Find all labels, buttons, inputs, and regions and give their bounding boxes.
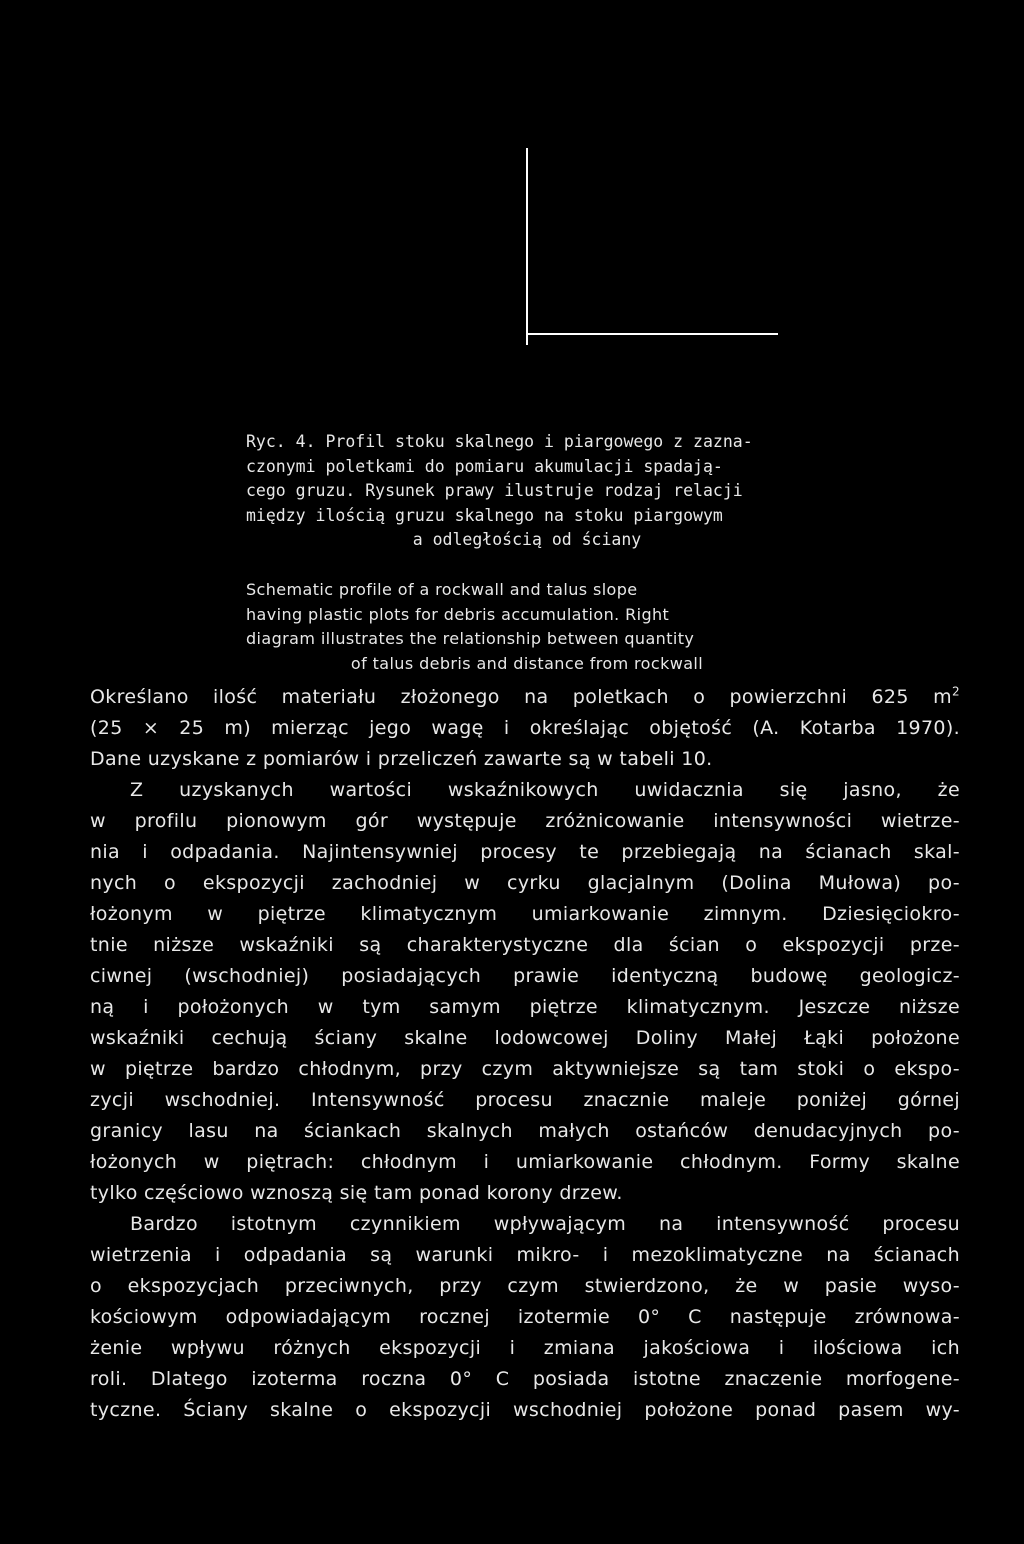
body-line: nia i odpadania. Najintensywniej procesy te przebiegają na ścianach skal- [90, 841, 960, 863]
body-line: ną i położonych w tym samym piętrze klimatycznym. Jeszcze niższe [90, 996, 960, 1018]
body-text [90, 682, 960, 1426]
caption-line: diagram illustrates the relationship between quantity [246, 629, 695, 648]
caption-line: having plastic plots for debris accumulation. Right [246, 604, 670, 624]
body-line: wskaźniki cechują ściany skalne lodowcowej Doliny Małej Łąki położone [90, 1027, 960, 1049]
body-line: Dane uzyskane z pomiarów i przeliczeń zawarte są w tabeli 10. [90, 748, 713, 770]
body-line: żenie wpływu różnych ekspozycji i zmiana jakościowa i ilościowa ich [90, 1337, 960, 1359]
caption-line: Schematic profile of a rockwall and talus slope [246, 580, 638, 599]
body-line: Bardzo istotnym czynnikiem wpływającym na intensywność procesu [130, 1213, 960, 1235]
body-line: (25 × 25 m) mierząc jego wagę i określając objętość (A. Kotarba 1970). [90, 717, 960, 739]
figure-caption-polish [246, 430, 808, 553]
body-line: w profilu pionowym gór występuje zróżnicowanie intensywności wietrze- [90, 810, 960, 832]
body-line: kościowym odpowiadającym rocznej izotermie 0° C następuje zrównowa- [90, 1306, 960, 1328]
superscript: 2 [952, 684, 960, 699]
figure-diagram [0, 0, 1024, 360]
caption-line: Ryc. 4. Profil stoku skalnego i piargowego z zazna- [246, 432, 753, 451]
body-line: Z uzyskanych wartości wskaźnikowych uwidacznia się jasno, że [130, 779, 960, 801]
caption-line: a odległością od ściany [412, 530, 642, 549]
body-line: tnie niższe wskaźniki są charakterystyczne dla ścian o ekspozycji prze- [90, 934, 960, 956]
body-line: ciwnej (wschodniej) posiadających prawie identyczną budowę geologicz- [90, 965, 960, 987]
body-line: wietrzenia i odpadania są warunki mikro- i mezoklimatyczne na ścianach [90, 1244, 960, 1266]
body-line: w piętrze bardzo chłodnym, przy czym aktywniejsze są tam stoki o ekspo- [90, 1058, 960, 1080]
caption-line: między ilością gruzu skalnego na stoku piargowym [246, 505, 723, 525]
body-line: tyczne. Ściany skalne o ekspozycji wschodniej położone ponad pasem wy- [90, 1399, 960, 1421]
figure-caption-english [246, 578, 808, 676]
body-line: granicy lasu na ściankach skalnych małych ostańców denudacyjnych po- [90, 1120, 960, 1142]
body-line-text: Określano ilość materiału złożonego na poletkach o powierzchni 625 m [90, 686, 952, 708]
body-line: zycji wschodniej. Intensywność procesu znacznie maleje poniżej górnej [90, 1089, 960, 1111]
caption-line: czonymi poletkami do pomiaru akumulacji spadają- [246, 456, 723, 476]
caption-line: of talus debris and distance from rockwall [350, 653, 704, 673]
body-line: roli. Dlatego izoterma roczna 0° C posiada istotne znaczenie morfogene- [90, 1368, 960, 1390]
caption-line: cego gruzu. Rysunek prawy ilustruje rodzaj relacji [246, 481, 743, 500]
body-line: łożonym w piętrze klimatycznym umiarkowanie zimnym. Dziesięciokro- [90, 903, 960, 925]
body-line: tylko częściowo wznoszą się tam ponad korony drzew. [90, 1182, 623, 1204]
body-line [90, 682, 960, 713]
body-line: łożonych w piętrach: chłodnym i umiarkowanie chłodnym. Formy skalne [90, 1151, 960, 1173]
body-line: nych o ekspozycji zachodniej w cyrku glacjalnym (Dolina Mułowa) po- [90, 872, 960, 894]
body-line: o ekspozycjach przeciwnych, przy czym stwierdzono, że w pasie wyso- [90, 1275, 960, 1297]
